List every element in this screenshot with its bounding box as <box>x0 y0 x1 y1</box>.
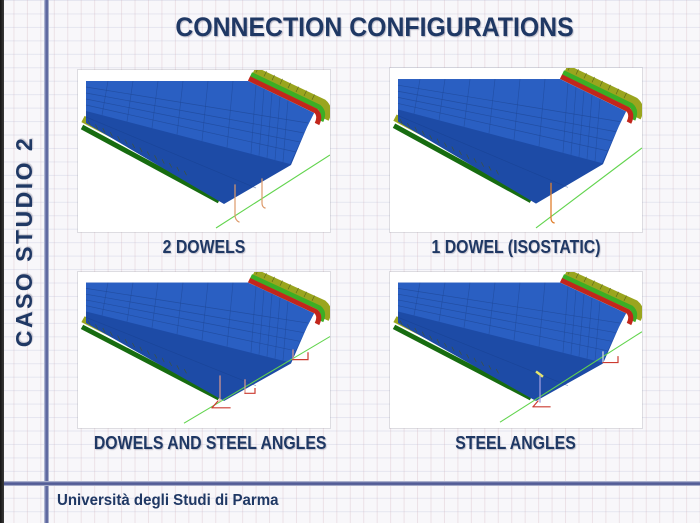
slide-title <box>48 12 700 43</box>
figure-label: DOWELS AND STEEL ANGLES <box>93 433 327 453</box>
figure-label: STEEL ANGLES <box>455 433 577 453</box>
figure-dowels-steel-angles <box>78 272 330 454</box>
model-image-steel-angles <box>390 272 642 428</box>
model-image-one-dowel <box>390 68 642 232</box>
figure-label: 2 DOWELS <box>162 237 246 257</box>
footer-divider-line <box>0 481 700 486</box>
figure-one-dowel <box>390 68 642 258</box>
figure-two-dowels <box>78 70 330 258</box>
model-image-dowels-steel-angles <box>78 272 330 428</box>
slide-title-text: CONNECTION CONFIGURATIONS <box>174 12 574 42</box>
model-image-two-dowels <box>78 70 330 232</box>
footer-institution: Università degli Studi di Parma <box>57 492 279 509</box>
figure-steel-angles <box>390 272 642 454</box>
sidebar-vertical-label-text: CASO STUDIO 2 <box>11 135 38 348</box>
figure-label: 1 DOWEL (ISOSTATIC) <box>431 237 601 257</box>
sidebar-vertical-label <box>2 0 48 483</box>
vertical-divider-line <box>44 0 49 523</box>
left-edge-strip <box>0 0 4 523</box>
